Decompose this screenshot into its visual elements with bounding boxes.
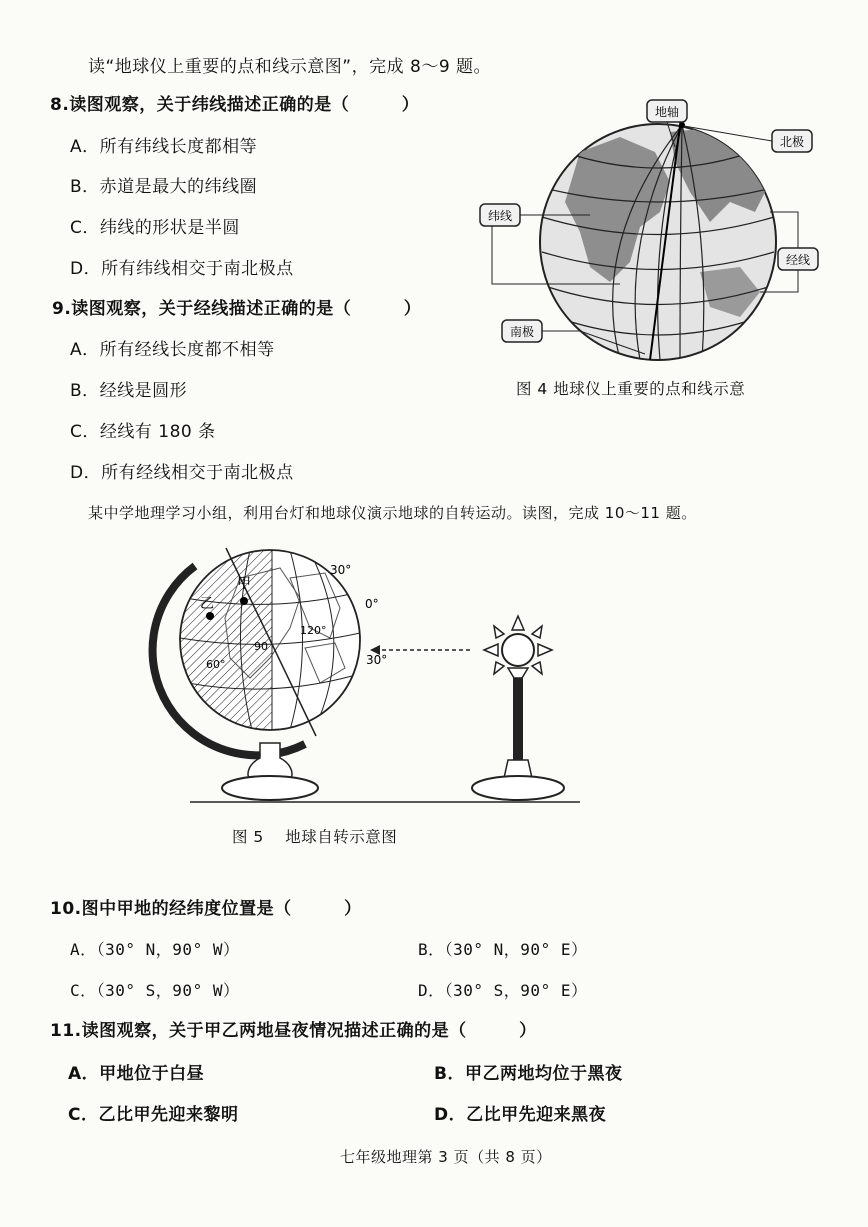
label-120: 120° (300, 624, 327, 637)
label-60: 60° (206, 658, 226, 671)
question-8-option-b: B．赤道是最大的纬线圈 (70, 177, 258, 197)
question-11-option-b: B．甲乙两地均位于黑夜 (434, 1064, 623, 1084)
question-9-option-c: C．经线有 180 条 (70, 422, 216, 442)
label-axis: 地轴 (654, 105, 680, 119)
question-10-stem: 10.图中甲地的经纬度位置是（ ） (50, 899, 362, 919)
label-yi: 乙 (200, 596, 214, 612)
point-yi-dot (206, 612, 214, 620)
figure-4-globe-diagram (470, 92, 830, 362)
label-jia: 甲 (237, 576, 251, 592)
question-11-option-a: A．甲地位于白昼 (68, 1064, 205, 1084)
label-south-pole: 南极 (509, 325, 535, 339)
label-0-deg: 0° (365, 597, 379, 611)
lamp-head (508, 668, 528, 678)
label-longitude: 经线 (785, 253, 811, 267)
question-8-option-c: C．纬线的形状是半圆 (70, 218, 240, 238)
globe-stand-base (222, 776, 318, 800)
question-8-stem: 8.读图观察，关于纬线描述正确的是（ ） (50, 95, 420, 115)
page-footer: 七年级地理第 3 页（共 8 页） (340, 1148, 552, 1166)
lamp-base (472, 776, 564, 800)
question-9-option-b: B．经线是圆形 (70, 381, 188, 401)
label-30n: 30° (330, 563, 352, 577)
figure-4-caption: 图 4 地球仪上重要的点和线示意 (516, 380, 746, 398)
label-north-pole: 北极 (779, 135, 805, 149)
question-11-stem: 11.读图观察，关于甲乙两地昼夜情况描述正确的是（ ） (50, 1021, 537, 1041)
question-10-option-a: A．（30° N，90° W） (70, 940, 240, 959)
question-9-option-a: A．所有经线长度都不相等 (70, 340, 275, 360)
figure-5-rotation-diagram (140, 538, 620, 810)
label-90: 90 (254, 640, 268, 653)
intro-q8-9: 读“地球仪上重要的点和线示意图”，完成 8～9 题。 (88, 57, 492, 77)
intro-q10-11: 某中学地理学习小组，利用台灯和地球仪演示地球的自转运动。读图，完成 10～11 题。 (88, 504, 697, 522)
question-11-option-c: C．乙比甲先迎来黎明 (68, 1105, 239, 1125)
question-11-option-d: D．乙比甲先迎来黑夜 (434, 1105, 607, 1125)
question-8-option-d: D．所有纬线相交于南北极点 (70, 259, 294, 279)
question-10-option-b: B．（30° N，90° E） (418, 940, 588, 959)
point-jia-dot (240, 597, 248, 605)
lamp-pole (513, 678, 523, 760)
question-9-option-d: D．所有经线相交于南北极点 (70, 463, 294, 483)
north-pole-dot (679, 122, 685, 128)
question-10-option-c: C．（30° S，90° W） (70, 981, 240, 1000)
question-8-option-a: A．所有纬线长度都相等 (70, 137, 258, 157)
question-10-option-d: D．（30° S，90° E） (418, 981, 588, 1000)
label-latitude: 纬线 (487, 209, 513, 223)
label-30s: 30° (366, 653, 388, 667)
question-9-stem: 9.读图观察，关于经线描述正确的是（ ） (52, 299, 422, 319)
figure-5-caption: 图 5 地球自转示意图 (232, 828, 398, 846)
